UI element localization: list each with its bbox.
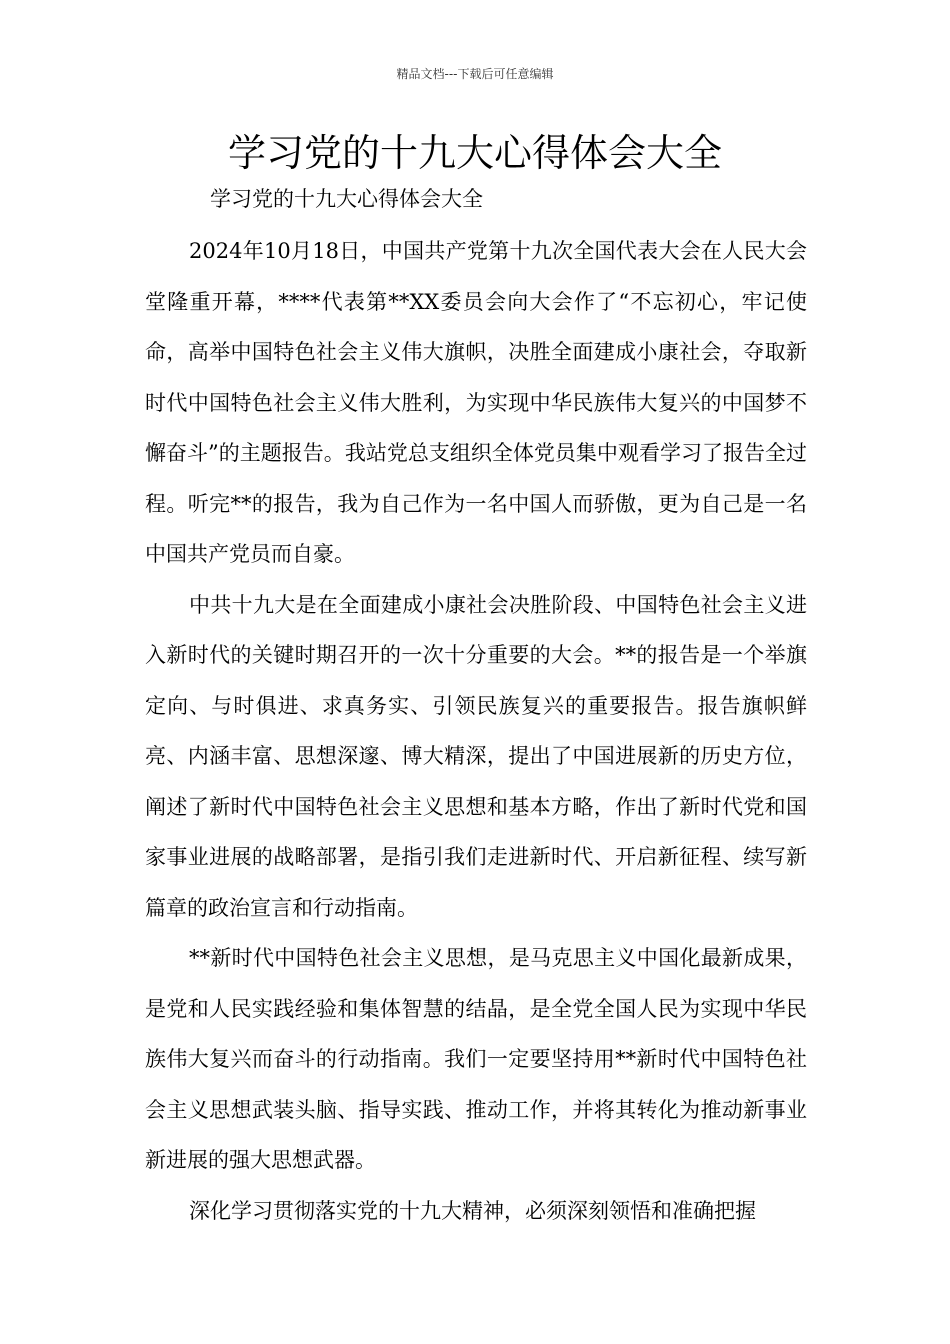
document-subtitle: 学习党的十九大心得体会大全 bbox=[210, 187, 483, 211]
paragraph-4: 深化学习贯彻落实党的十九大精神，必须深刻领悟和准确把握 bbox=[189, 1198, 756, 1223]
page-header: 精品文档---下载后可任意编辑 bbox=[396, 67, 554, 81]
paragraph-1: 2024年10月18日，中国共产党第十九次全国代表大会在人民大会堂隆重开幕，****代表第**XX委员会向大会作了“不忘初心，牢记使命，高举中国特色社会主义伟大旗帜，决胜全面建成小康社会，夺取新时代中国特色社会主义伟大胜利，为实现中华民族伟大复兴的中国梦不懈奋斗”的主题报告。我站党总支组织全体党员集中观看学习了报告全过程。听完**的报告，我为自己作为一名中国人而骄傲，更为自己是一名中国共产党员而自豪。 bbox=[145, 239, 807, 566]
paragraph-2: 中共十九大是在全面建成小康社会决胜阶段、中国特色社会主义进入新时代的关键时期召开的一次十分重要的大会。**的报告是一个举旗定向、与时俱进、求真务实、引领民族复兴的重要报告。报告旗帜鲜亮、内涵丰富、思想深邃、博大精深，提出了中国进展新的历史方位，阐述了新时代中国特色社会主义思想和基本方略，作出了新时代党和国家事业进展的战略部署，是指引我们走进新时代、开启新征程、续写新篇章的政治宣言和行动指南。 bbox=[145, 592, 807, 920]
document-body bbox=[145, 226, 807, 1236]
document-title: 学习党的十九大心得体会大全 bbox=[227, 131, 722, 175]
paragraph-3: **新时代中国特色社会主义思想，是马克思主义中国化最新成果，是党和人民实践经验和集体智慧的结晶，是全党全国人民为实现中华民族伟大复兴而奋斗的行动指南。我们一定要坚持用**新时代中国特色社会主义思想武装头脑、指导实践、推动工作，并将其转化为推动新事业新进展的强大思想武器。 bbox=[145, 946, 807, 1172]
